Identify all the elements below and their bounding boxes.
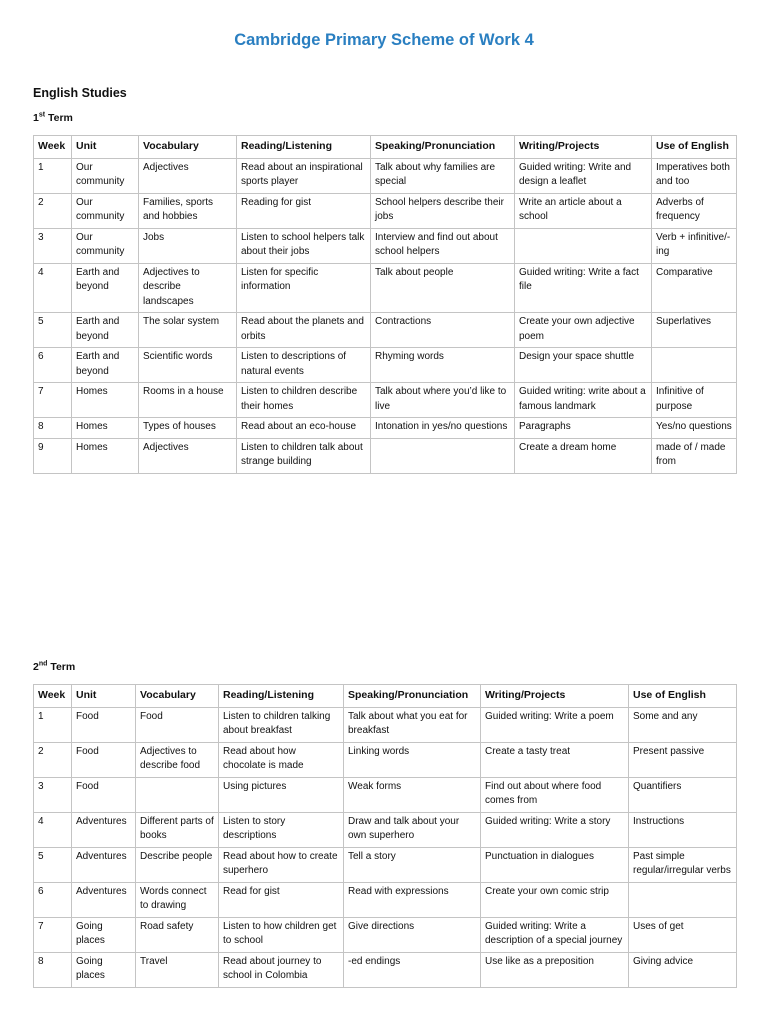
cell-speaking-pronunciation: Tell a story — [344, 847, 481, 882]
cell-unit: Food — [72, 777, 136, 812]
cell-writing-projects: Create a tasty treat — [481, 742, 629, 777]
cell-vocabulary: Families, sports and hobbies — [139, 193, 237, 228]
col-header-writing-projects: Writing/Projects — [481, 685, 629, 708]
cell-speaking-pronunciation — [371, 438, 515, 473]
cell-writing-projects: Guided writing: Write and design a leaflet — [515, 158, 652, 193]
cell-vocabulary: Road safety — [136, 917, 219, 952]
cell-use-of-english: Imperatives both and too — [652, 158, 737, 193]
table-row — [34, 158, 737, 193]
table-row — [34, 263, 737, 313]
table-row — [34, 882, 737, 917]
cell-writing-projects: Paragraphs — [515, 418, 652, 439]
table-row — [34, 742, 737, 777]
cell-vocabulary: Adjectives to describe food — [136, 742, 219, 777]
cell-writing-projects: Create your own adjective poem — [515, 313, 652, 348]
cell-speaking-pronunciation: -ed endings — [344, 952, 481, 987]
cell-vocabulary: Adjectives to describe landscapes — [139, 263, 237, 313]
cell-use-of-english — [629, 882, 737, 917]
col-header-week: Week — [34, 136, 72, 159]
term-1-number: 1 — [33, 112, 39, 124]
col-header-vocabulary: Vocabulary — [139, 136, 237, 159]
cell-vocabulary: Scientific words — [139, 348, 237, 383]
cell-use-of-english: Superlatives — [652, 313, 737, 348]
cell-use-of-english — [652, 348, 737, 383]
cell-reading-listening: Read about an inspirational sports player — [237, 158, 371, 193]
cell-unit: Homes — [72, 438, 139, 473]
cell-reading-listening: Listen to story descriptions — [219, 812, 344, 847]
cell-writing-projects: Design your space shuttle — [515, 348, 652, 383]
term-1-ordinal: st — [38, 111, 46, 119]
cell-reading-listening: Read about journey to school in Colombia — [219, 952, 344, 987]
cell-reading-listening: Reading for gist — [237, 193, 371, 228]
cell-speaking-pronunciation: Linking words — [344, 742, 481, 777]
cell-speaking-pronunciation: Weak forms — [344, 777, 481, 812]
col-header-unit: Unit — [72, 136, 139, 159]
cell-writing-projects: Create a dream home — [515, 438, 652, 473]
cell-week: 6 — [34, 882, 72, 917]
table-row — [34, 707, 737, 742]
term-2-number: 2 — [33, 661, 39, 673]
cell-week: 6 — [34, 348, 72, 383]
cell-writing-projects — [515, 228, 652, 263]
cell-writing-projects: Use like as a preposition — [481, 952, 629, 987]
cell-use-of-english: Yes/no questions — [652, 418, 737, 439]
cell-unit: Going places — [72, 917, 136, 952]
cell-week: 8 — [34, 952, 72, 987]
cell-speaking-pronunciation: Talk about what you eat for breakfast — [344, 707, 481, 742]
cell-reading-listening: Listen to children describe their homes — [237, 383, 371, 418]
cell-writing-projects: Write an article about a school — [515, 193, 652, 228]
cell-unit: Adventures — [72, 812, 136, 847]
cell-week: 3 — [34, 228, 72, 263]
cell-writing-projects: Guided writing: Write a description of a special journey — [481, 917, 629, 952]
document-title: Cambridge Primary Scheme of Work 4 — [234, 31, 534, 49]
table-row — [34, 917, 737, 952]
cell-vocabulary: Describe people — [136, 847, 219, 882]
cell-unit: Adventures — [72, 847, 136, 882]
term-1-word: Term — [48, 112, 73, 124]
cell-unit: Our community — [72, 193, 139, 228]
cell-writing-projects: Punctuation in dialogues — [481, 847, 629, 882]
cell-speaking-pronunciation: Talk about where you’d like to live — [371, 383, 515, 418]
cell-week: 1 — [34, 158, 72, 193]
col-header-vocabulary: Vocabulary — [136, 685, 219, 708]
cell-reading-listening: Read about an eco-house — [237, 418, 371, 439]
col-header-week: Week — [34, 685, 72, 708]
cell-unit: Food — [72, 742, 136, 777]
cell-speaking-pronunciation: Give directions — [344, 917, 481, 952]
term-2-table — [33, 684, 737, 988]
cell-speaking-pronunciation: Read with expressions — [344, 882, 481, 917]
table-row — [34, 952, 737, 987]
cell-writing-projects: Guided writing: Write a fact file — [515, 263, 652, 313]
cell-vocabulary: Different parts of books — [136, 812, 219, 847]
cell-reading-listening: Read for gist — [219, 882, 344, 917]
col-header-use-of-english: Use of English — [652, 136, 737, 159]
col-header-writing-projects: Writing/Projects — [515, 136, 652, 159]
cell-speaking-pronunciation: Contractions — [371, 313, 515, 348]
cell-week: 4 — [34, 812, 72, 847]
cell-week: 8 — [34, 418, 72, 439]
table-row — [34, 228, 737, 263]
cell-reading-listening: Listen to children talk about strange building — [237, 438, 371, 473]
cell-unit: Homes — [72, 383, 139, 418]
table-row — [34, 812, 737, 847]
col-header-reading-listening: Reading/Listening — [219, 685, 344, 708]
cell-use-of-english: Quantifiers — [629, 777, 737, 812]
table-row — [34, 777, 737, 812]
cell-reading-listening: Listen to descriptions of natural events — [237, 348, 371, 383]
table-row — [34, 193, 737, 228]
cell-vocabulary: The solar system — [139, 313, 237, 348]
cell-unit: Our community — [72, 158, 139, 193]
cell-speaking-pronunciation: Interview and find out about school helpers — [371, 228, 515, 263]
table-row — [34, 847, 737, 882]
cell-use-of-english: Infinitive of purpose — [652, 383, 737, 418]
cell-week: 2 — [34, 742, 72, 777]
term-2-ordinal: nd — [38, 660, 48, 668]
cell-unit: Homes — [72, 418, 139, 439]
cell-vocabulary: Words connect to drawing — [136, 882, 219, 917]
cell-use-of-english: Comparative — [652, 263, 737, 313]
cell-week: 2 — [34, 193, 72, 228]
table-row — [34, 383, 737, 418]
cell-vocabulary: Rooms in a house — [139, 383, 237, 418]
cell-week: 9 — [34, 438, 72, 473]
cell-use-of-english: made of / made from — [652, 438, 737, 473]
cell-unit: Adventures — [72, 882, 136, 917]
cell-vocabulary: Food — [136, 707, 219, 742]
cell-week: 5 — [34, 313, 72, 348]
cell-unit: Earth and beyond — [72, 313, 139, 348]
cell-vocabulary: Travel — [136, 952, 219, 987]
table-row — [34, 438, 737, 473]
cell-week: 3 — [34, 777, 72, 812]
cell-reading-listening: Listen to how children get to school — [219, 917, 344, 952]
cell-writing-projects: Guided writing: Write a story — [481, 812, 629, 847]
cell-reading-listening: Read about how chocolate is made — [219, 742, 344, 777]
cell-week: 1 — [34, 707, 72, 742]
cell-reading-listening: Listen for specific information — [237, 263, 371, 313]
cell-vocabulary: Types of houses — [139, 418, 237, 439]
cell-use-of-english: Past simple regular/irregular verbs — [629, 847, 737, 882]
cell-unit: Earth and beyond — [72, 348, 139, 383]
col-header-use-of-english: Use of English — [629, 685, 737, 708]
table-header-row — [34, 136, 737, 159]
cell-vocabulary: Adjectives — [139, 158, 237, 193]
cell-week: 7 — [34, 383, 72, 418]
cell-speaking-pronunciation: Talk about why families are special — [371, 158, 515, 193]
table-row — [34, 313, 737, 348]
term-1-label — [33, 112, 73, 124]
cell-reading-listening: Read about how to create superhero — [219, 847, 344, 882]
cell-writing-projects: Guided writing: write about a famous landmark — [515, 383, 652, 418]
section-title: English Studies — [33, 86, 127, 100]
term-2-rows — [34, 707, 737, 987]
cell-writing-projects: Guided writing: Write a poem — [481, 707, 629, 742]
cell-use-of-english: Some and any — [629, 707, 737, 742]
col-header-reading-listening: Reading/Listening — [237, 136, 371, 159]
cell-unit: Earth and beyond — [72, 263, 139, 313]
cell-vocabulary: Jobs — [139, 228, 237, 263]
cell-unit: Our community — [72, 228, 139, 263]
cell-writing-projects: Find out about where food comes from — [481, 777, 629, 812]
table-row — [34, 418, 737, 439]
cell-use-of-english: Giving advice — [629, 952, 737, 987]
term-1-rows — [34, 158, 737, 473]
cell-vocabulary: Adjectives — [139, 438, 237, 473]
cell-use-of-english: Instructions — [629, 812, 737, 847]
cell-reading-listening: Listen to children talking about breakfast — [219, 707, 344, 742]
cell-use-of-english: Verb + infinitive/-ing — [652, 228, 737, 263]
cell-week: 7 — [34, 917, 72, 952]
cell-unit: Food — [72, 707, 136, 742]
cell-speaking-pronunciation: Draw and talk about your own superhero — [344, 812, 481, 847]
cell-reading-listening: Listen to school helpers talk about their jobs — [237, 228, 371, 263]
cell-week: 5 — [34, 847, 72, 882]
cell-writing-projects: Create your own comic strip — [481, 882, 629, 917]
cell-speaking-pronunciation: Talk about people — [371, 263, 515, 313]
col-header-unit: Unit — [72, 685, 136, 708]
term-2-label — [33, 661, 75, 673]
cell-vocabulary — [136, 777, 219, 812]
cell-unit: Going places — [72, 952, 136, 987]
cell-reading-listening: Read about the planets and orbits — [237, 313, 371, 348]
col-header-speaking-pronunciation: Speaking/Pronunciation — [371, 136, 515, 159]
term-1-table — [33, 135, 737, 474]
table-row — [34, 348, 737, 383]
cell-use-of-english: Uses of get — [629, 917, 737, 952]
term-2-word: Term — [50, 661, 76, 673]
cell-use-of-english: Present passive — [629, 742, 737, 777]
cell-speaking-pronunciation: Intonation in yes/no questions — [371, 418, 515, 439]
cell-week: 4 — [34, 263, 72, 313]
cell-use-of-english: Adverbs of frequency — [652, 193, 737, 228]
cell-speaking-pronunciation: School helpers describe their jobs — [371, 193, 515, 228]
cell-reading-listening: Using pictures — [219, 777, 344, 812]
cell-speaking-pronunciation: Rhyming words — [371, 348, 515, 383]
col-header-speaking-pronunciation: Speaking/Pronunciation — [344, 685, 481, 708]
table-header-row — [34, 685, 737, 708]
